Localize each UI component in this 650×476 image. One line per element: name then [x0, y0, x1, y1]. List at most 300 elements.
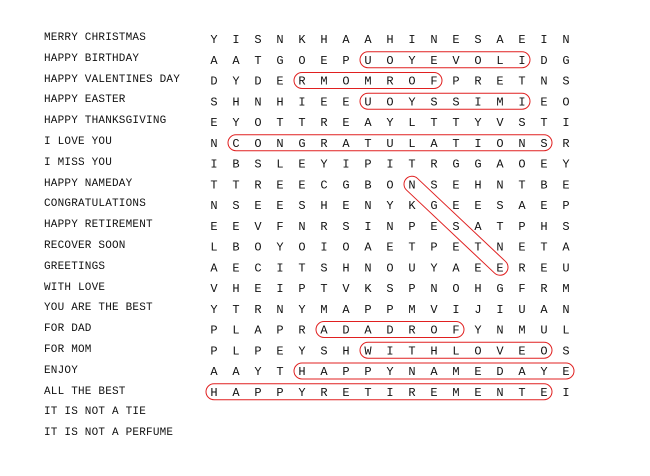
grid-letter[interactable]: H [320, 33, 328, 47]
grid-letter[interactable]: P [518, 219, 526, 234]
grid-letter[interactable]: N [364, 261, 372, 276]
grid-letter[interactable]: N [210, 136, 218, 151]
grid-letter[interactable]: I [474, 136, 482, 151]
grid-letter[interactable]: Y [320, 157, 328, 172]
grid-letter[interactable]: E [232, 261, 240, 276]
grid-letter[interactable]: O [386, 95, 394, 110]
grid-letter[interactable]: G [562, 53, 570, 68]
grid-letter[interactable]: I [386, 157, 394, 172]
grid-letter[interactable]: A [320, 365, 328, 379]
grid-letter[interactable]: V [452, 53, 460, 68]
grid-letter[interactable]: A [540, 302, 548, 317]
grid-letter[interactable]: Y [232, 74, 240, 89]
grid-letter[interactable]: A [496, 157, 504, 172]
grid-letter[interactable]: B [540, 178, 548, 193]
grid-letter[interactable]: Y [540, 365, 548, 379]
grid-letter[interactable]: A [474, 219, 482, 234]
grid-letter[interactable]: E [540, 199, 548, 213]
grid-letter[interactable]: O [342, 240, 350, 255]
grid-letter[interactable]: T [298, 261, 306, 276]
grid-letter[interactable]: S [254, 33, 262, 47]
grid-letter[interactable]: A [320, 323, 328, 338]
grid-letter[interactable]: T [232, 178, 240, 193]
grid-letter[interactable]: I [276, 282, 284, 296]
grid-letter[interactable]: T [518, 74, 526, 89]
grid-letter[interactable]: I [210, 157, 218, 172]
grid-letter[interactable]: U [364, 95, 372, 110]
grid-letter[interactable]: Y [408, 95, 416, 110]
grid-letter[interactable]: T [452, 136, 460, 151]
grid-letter[interactable]: D [210, 74, 218, 89]
grid-letter[interactable]: E [540, 95, 548, 110]
grid-letter[interactable]: Y [276, 240, 284, 255]
grid-letter[interactable]: E [430, 219, 438, 234]
grid-letter[interactable]: I [540, 33, 548, 47]
grid-letter[interactable]: E [386, 240, 394, 255]
grid-letter[interactable]: E [342, 116, 350, 130]
grid-letter[interactable]: Y [210, 33, 218, 47]
grid-letter[interactable]: O [474, 344, 482, 359]
grid-letter[interactable]: T [320, 282, 328, 296]
grid-letter[interactable]: Y [474, 116, 482, 130]
grid-letter[interactable]: P [562, 199, 570, 213]
grid-letter[interactable]: N [408, 178, 416, 193]
grid-letter[interactable]: P [430, 240, 438, 255]
grid-letter[interactable]: U [562, 261, 570, 276]
grid-letter[interactable]: N [518, 136, 526, 151]
grid-letter[interactable]: N [276, 33, 284, 47]
grid-letter[interactable]: V [496, 116, 504, 130]
grid-letter[interactable]: A [496, 33, 504, 47]
grid-letter[interactable]: R [386, 74, 394, 89]
grid-letter[interactable]: A [210, 53, 218, 68]
grid-letter[interactable]: S [430, 95, 438, 110]
grid-letter[interactable]: P [254, 385, 262, 400]
grid-letter[interactable]: Y [232, 116, 240, 130]
grid-letter[interactable]: P [254, 344, 262, 359]
grid-letter[interactable]: B [232, 240, 240, 255]
grid-letter[interactable]: A [452, 261, 460, 276]
grid-letter[interactable]: N [298, 219, 306, 234]
grid-letter[interactable]: A [364, 33, 372, 47]
grid-letter[interactable]: P [408, 282, 416, 296]
grid-letter[interactable]: I [496, 302, 504, 317]
grid-letter[interactable]: N [562, 33, 570, 47]
grid-letter[interactable]: N [386, 219, 394, 234]
grid-letter[interactable]: Y [298, 344, 306, 359]
grid-letter[interactable]: N [408, 365, 416, 379]
grid-letter[interactable]: O [496, 136, 504, 151]
grid-letter[interactable]: Y [386, 116, 394, 130]
grid-letter[interactable]: I [562, 385, 570, 400]
grid-letter[interactable]: S [518, 116, 526, 130]
grid-letter[interactable]: U [518, 302, 526, 317]
grid-letter[interactable]: S [386, 282, 394, 296]
grid-letter[interactable]: H [232, 95, 240, 110]
grid-letter[interactable]: A [254, 323, 262, 338]
grid-letter[interactable]: S [298, 199, 306, 213]
grid-letter[interactable]: T [518, 178, 526, 193]
grid-letter[interactable]: E [342, 95, 350, 110]
grid-letter[interactable]: G [298, 136, 306, 151]
grid-letter[interactable]: A [342, 33, 350, 47]
grid-letter[interactable]: E [518, 240, 526, 255]
grid-letter[interactable]: E [452, 33, 460, 47]
grid-letter[interactable]: S [474, 33, 482, 47]
grid-letter[interactable]: P [364, 365, 372, 379]
grid-letter[interactable]: M [408, 302, 416, 317]
grid-letter[interactable]: L [496, 53, 504, 68]
grid-letter[interactable]: T [540, 240, 548, 255]
grid-letter[interactable]: F [518, 282, 526, 296]
grid-letter[interactable]: Y [386, 199, 394, 213]
grid-letter[interactable]: O [342, 74, 350, 89]
grid-letter[interactable]: H [474, 282, 482, 296]
grid-letter[interactable]: N [496, 240, 504, 255]
grid-letter[interactable]: E [276, 178, 284, 193]
grid-letter[interactable]: E [320, 95, 328, 110]
grid-letter[interactable]: N [276, 302, 284, 317]
grid-letter[interactable]: T [276, 116, 284, 130]
grid-letter[interactable]: M [496, 95, 504, 110]
grid-letter[interactable]: R [320, 219, 328, 234]
grid-letter[interactable]: I [364, 219, 372, 234]
grid-letter[interactable]: U [540, 323, 548, 338]
grid-letter[interactable]: I [298, 95, 306, 110]
grid-letter[interactable]: H [210, 385, 218, 400]
grid-letter[interactable]: I [386, 344, 394, 359]
grid-letter[interactable]: H [276, 95, 284, 110]
grid-letter[interactable]: W [364, 344, 372, 359]
grid-letter[interactable]: F [452, 323, 460, 338]
grid-letter[interactable]: T [254, 53, 262, 68]
grid-letter[interactable]: C [254, 261, 262, 276]
grid-letter[interactable]: S [540, 136, 548, 151]
grid-letter[interactable]: V [496, 344, 504, 359]
grid-letter[interactable]: B [232, 157, 240, 172]
grid-letter[interactable]: M [518, 323, 526, 338]
grid-letter[interactable]: P [364, 157, 372, 172]
grid-letter[interactable]: R [320, 136, 328, 151]
grid-letter[interactable]: I [232, 33, 240, 47]
grid-letter[interactable]: O [254, 240, 262, 255]
grid-letter[interactable]: P [276, 323, 284, 338]
grid-letter[interactable]: P [364, 302, 372, 317]
grid-letter[interactable]: N [496, 323, 504, 338]
grid-letter[interactable]: A [562, 240, 570, 255]
grid-letter[interactable]: G [276, 53, 284, 68]
grid-letter[interactable]: E [562, 178, 570, 193]
grid-letter[interactable]: S [320, 261, 328, 276]
grid-letter[interactable]: N [540, 74, 548, 89]
grid-letter[interactable]: H [342, 344, 350, 359]
grid-letter[interactable]: E [540, 157, 548, 172]
grid-letter[interactable]: E [518, 33, 526, 47]
grid-letter[interactable]: T [518, 385, 526, 400]
grid-letter[interactable]: E [540, 261, 548, 276]
grid-letter[interactable]: R [474, 74, 482, 89]
grid-letter[interactable]: T [364, 136, 372, 151]
grid-letter[interactable]: P [342, 365, 350, 379]
grid-letter[interactable]: I [562, 116, 570, 130]
grid-letter[interactable]: T [430, 116, 438, 130]
grid-letter[interactable]: I [276, 261, 284, 276]
grid-letter[interactable]: I [518, 95, 526, 110]
grid-letter[interactable]: V [430, 302, 438, 317]
grid-letter[interactable]: Y [408, 53, 416, 68]
grid-letter[interactable]: E [276, 199, 284, 213]
grid-letter[interactable]: A [518, 199, 526, 213]
grid-letter[interactable]: Y [254, 365, 262, 379]
grid-letter[interactable]: E [452, 178, 460, 193]
grid-letter[interactable]: M [364, 74, 372, 89]
grid-letter[interactable]: I [518, 53, 526, 68]
grid-letter[interactable]: H [232, 282, 240, 296]
grid-letter[interactable]: L [562, 323, 570, 338]
grid-letter[interactable]: R [298, 74, 306, 89]
grid-letter[interactable]: G [474, 157, 482, 172]
grid-letter[interactable]: R [320, 385, 328, 400]
grid-letter[interactable]: A [232, 53, 240, 68]
grid-letter[interactable]: O [254, 116, 262, 130]
grid-letter[interactable]: G [452, 157, 460, 172]
grid-letter[interactable]: Y [562, 157, 570, 172]
grid-letter[interactable]: F [276, 219, 284, 234]
grid-letter[interactable]: R [562, 136, 570, 151]
grid-letter[interactable]: R [298, 323, 306, 338]
grid-letter[interactable]: I [386, 385, 394, 400]
grid-letter[interactable]: R [408, 323, 416, 338]
grid-letter[interactable]: A [364, 116, 372, 130]
grid-letter[interactable]: P [276, 385, 284, 400]
grid-letter[interactable]: Y [430, 261, 438, 276]
grid-letter[interactable]: K [408, 199, 416, 213]
grid-letter[interactable]: E [276, 344, 284, 359]
grid-letter[interactable]: E [342, 199, 350, 213]
grid-letter[interactable]: N [210, 199, 218, 213]
grid-letter[interactable]: E [430, 385, 438, 400]
grid-letter[interactable]: E [474, 365, 482, 379]
grid-letter[interactable]: L [452, 344, 460, 359]
grid-letter[interactable]: E [562, 365, 570, 379]
grid-letter[interactable]: A [210, 261, 218, 276]
grid-letter[interactable]: O [298, 53, 306, 68]
grid-letter[interactable]: E [298, 178, 306, 193]
grid-letter[interactable]: M [320, 302, 328, 317]
grid-letter[interactable]: O [452, 282, 460, 296]
grid-letter[interactable]: H [386, 33, 394, 47]
grid-letter[interactable]: S [342, 219, 350, 234]
grid-letter[interactable]: G [430, 199, 438, 213]
grid-letter[interactable]: M [320, 74, 328, 89]
grid-letter[interactable]: U [364, 53, 372, 68]
grid-letter[interactable]: T [408, 344, 416, 359]
grid-letter[interactable]: D [386, 323, 394, 338]
grid-letter[interactable]: E [210, 219, 218, 234]
grid-letter[interactable]: O [474, 53, 482, 68]
grid-letter[interactable]: S [452, 95, 460, 110]
grid-letter[interactable]: E [474, 261, 482, 276]
grid-letter[interactable]: E [474, 199, 482, 213]
grid-letter[interactable]: N [562, 302, 570, 317]
grid-letter[interactable]: O [386, 261, 394, 276]
grid-letter[interactable]: S [254, 157, 262, 172]
grid-letter[interactable]: D [254, 74, 262, 89]
grid-letter[interactable]: L [276, 157, 284, 172]
grid-letter[interactable]: M [452, 385, 460, 400]
grid-letter[interactable]: O [408, 74, 416, 89]
grid-letter[interactable]: S [320, 344, 328, 359]
grid-letter[interactable]: Y [298, 302, 306, 317]
grid-letter[interactable]: S [232, 199, 240, 213]
grid-letter[interactable]: P [408, 219, 416, 234]
grid-letter[interactable]: G [496, 282, 504, 296]
grid-letter[interactable]: S [496, 199, 504, 213]
grid-letter[interactable]: V [254, 219, 262, 234]
grid-letter[interactable]: M [562, 282, 570, 296]
grid-letter[interactable]: N [364, 199, 372, 213]
grid-letter[interactable]: I [474, 95, 482, 110]
grid-letter[interactable]: N [496, 178, 504, 193]
grid-letter[interactable]: R [518, 261, 526, 276]
grid-letter[interactable]: O [430, 323, 438, 338]
grid-letter[interactable]: O [540, 344, 548, 359]
grid-letter[interactable]: C [232, 136, 240, 151]
grid-letter[interactable]: E [496, 74, 504, 89]
grid-letter[interactable]: E [452, 240, 460, 255]
grid-letter[interactable]: T [474, 240, 482, 255]
grid-letter[interactable]: O [386, 53, 394, 68]
grid-letter[interactable]: P [210, 323, 218, 338]
grid-letter[interactable]: N [254, 95, 262, 110]
grid-letter[interactable]: P [298, 282, 306, 296]
grid-letter[interactable]: S [562, 74, 570, 89]
grid-letter[interactable]: A [342, 302, 350, 317]
grid-letter[interactable]: V [342, 282, 350, 296]
grid-letter[interactable]: E [320, 53, 328, 68]
grid-letter[interactable]: F [430, 74, 438, 89]
grid-letter[interactable]: I [342, 157, 350, 172]
grid-letter[interactable]: A [364, 323, 372, 338]
grid-letter[interactable]: D [342, 323, 350, 338]
grid-letter[interactable]: L [232, 344, 240, 359]
grid-letter[interactable]: L [408, 136, 416, 151]
grid-letter[interactable]: D [496, 365, 504, 379]
grid-letter[interactable]: A [232, 385, 240, 400]
grid-letter[interactable]: P [386, 302, 394, 317]
grid-letter[interactable]: H [298, 365, 306, 379]
grid-letter[interactable]: S [562, 219, 570, 234]
grid-letter[interactable]: E [474, 385, 482, 400]
grid-letter[interactable]: S [210, 95, 218, 110]
grid-letter[interactable]: A [518, 365, 526, 379]
grid-letter[interactable]: M [452, 365, 460, 379]
grid-letter[interactable]: Y [386, 365, 394, 379]
grid-letter[interactable]: C [320, 178, 328, 193]
grid-letter[interactable]: S [430, 178, 438, 193]
grid-letter[interactable]: H [320, 199, 328, 213]
grid-letter[interactable]: A [430, 136, 438, 151]
grid-letter[interactable]: E [452, 199, 460, 213]
grid-letter[interactable]: R [254, 302, 262, 317]
grid-letter[interactable]: T [452, 116, 460, 130]
grid-letter[interactable]: T [408, 240, 416, 255]
grid-letter[interactable]: E [298, 157, 306, 172]
grid-letter[interactable]: N [430, 33, 438, 47]
grid-letter[interactable]: A [342, 136, 350, 151]
grid-letter[interactable]: H [540, 219, 548, 234]
grid-letter[interactable]: O [518, 157, 526, 172]
grid-letter[interactable]: S [452, 219, 460, 234]
grid-letter[interactable]: O [298, 240, 306, 255]
grid-letter[interactable]: E [210, 116, 218, 130]
grid-letter[interactable]: U [408, 261, 416, 276]
grid-letter[interactable]: O [254, 136, 262, 151]
grid-letter[interactable]: A [232, 365, 240, 379]
grid-letter[interactable]: T [298, 116, 306, 130]
grid-letter[interactable]: E [254, 199, 262, 213]
grid-letter[interactable]: T [408, 157, 416, 172]
grid-letter[interactable]: E [518, 344, 526, 359]
grid-letter[interactable]: E [232, 219, 240, 234]
grid-letter[interactable]: A [210, 365, 218, 379]
grid-letter[interactable]: E [430, 53, 438, 68]
grid-letter[interactable]: I [408, 33, 416, 47]
grid-letter[interactable]: R [320, 116, 328, 130]
grid-letter[interactable]: S [562, 344, 570, 359]
grid-letter[interactable]: K [364, 282, 372, 296]
grid-letter[interactable]: N [496, 385, 504, 400]
grid-letter[interactable]: L [232, 323, 240, 338]
grid-letter[interactable]: R [254, 178, 262, 193]
grid-letter[interactable]: L [210, 240, 218, 255]
grid-letter[interactable]: A [364, 240, 372, 255]
grid-letter[interactable]: V [210, 282, 218, 296]
grid-letter[interactable]: T [276, 365, 284, 379]
grid-letter[interactable]: E [342, 385, 350, 400]
grid-letter[interactable]: E [254, 282, 262, 296]
grid-letter[interactable]: T [364, 385, 372, 400]
grid-letter[interactable]: O [386, 178, 394, 193]
grid-letter[interactable]: P [210, 344, 218, 359]
grid-letter[interactable]: Y [210, 302, 218, 317]
grid-letter[interactable]: H [430, 344, 438, 359]
grid-letter[interactable]: L [408, 116, 416, 130]
grid-letter[interactable]: P [342, 53, 350, 68]
grid-letter[interactable]: H [474, 178, 482, 193]
grid-letter[interactable]: T [496, 219, 504, 234]
grid-letter[interactable]: A [430, 365, 438, 379]
grid-letter[interactable]: T [232, 302, 240, 317]
grid-letter[interactable]: K [298, 33, 306, 47]
grid-letter[interactable]: I [320, 240, 328, 255]
grid-letter[interactable]: D [540, 53, 548, 68]
grid-letter[interactable]: T [540, 116, 548, 130]
grid-letter[interactable]: N [430, 282, 438, 296]
grid-letter[interactable]: T [210, 178, 218, 193]
grid-letter[interactable]: Y [298, 385, 306, 400]
grid-letter[interactable]: N [276, 136, 284, 151]
grid-letter[interactable]: U [386, 136, 394, 151]
grid-letter[interactable]: E [496, 261, 504, 276]
grid-letter[interactable]: B [364, 178, 372, 193]
grid-letter[interactable]: O [562, 95, 570, 110]
grid-letter[interactable]: E [540, 385, 548, 400]
grid-letter[interactable]: R [540, 282, 548, 296]
grid-letter[interactable]: J [474, 302, 482, 317]
grid-letter[interactable]: R [408, 385, 416, 400]
grid-letter[interactable]: G [342, 178, 350, 193]
